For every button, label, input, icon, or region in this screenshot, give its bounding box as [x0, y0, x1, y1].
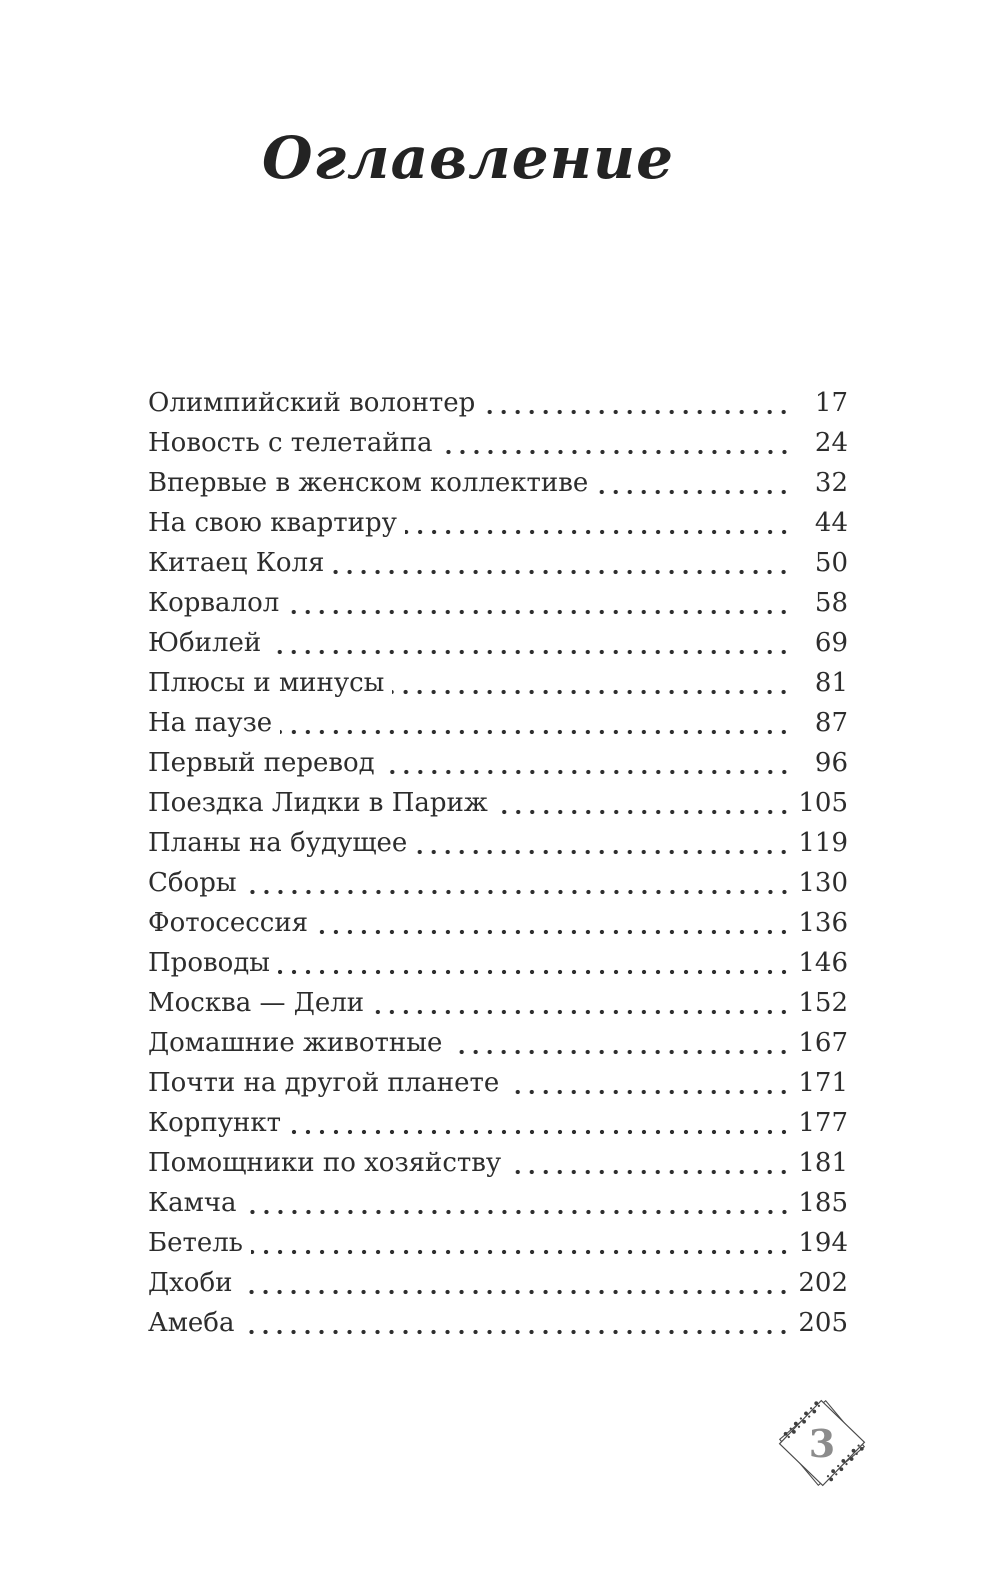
toc-entry-label: Поездка Лидки в Париж: [148, 788, 488, 818]
toc-entry-label: Дхоби: [148, 1268, 233, 1298]
toc-entry-page: 17: [814, 388, 848, 418]
toc-entry-page: 58: [814, 588, 848, 618]
toc-entry-page: 202: [798, 1268, 848, 1298]
toc-entry-page: 177: [798, 1108, 848, 1138]
toc-entry: [148, 1303, 848, 1343]
toc-entry: [148, 703, 848, 743]
toc-entry: [148, 783, 848, 823]
toc-entry-label: Почти на другой планете: [148, 1068, 500, 1098]
toc-entry: [148, 663, 848, 703]
toc-entry-page: 32: [814, 468, 848, 498]
toc-entry: [148, 1263, 848, 1303]
page-title: Оглавление: [262, 124, 674, 192]
toc-entry-label: На свою квартиру: [148, 508, 397, 538]
toc-entry: [148, 503, 848, 543]
toc-entry: [148, 1143, 848, 1183]
toc-leader-dots: [287, 583, 794, 623]
toc-entry: [148, 823, 848, 863]
toc-entry-label: Юбилей: [148, 628, 262, 658]
toc-entry-page: 146: [798, 948, 848, 978]
toc-entry: [148, 743, 848, 783]
toc-entry-page: 24: [814, 428, 848, 458]
toc-entry-page: 81: [814, 668, 848, 698]
toc-entry-page: 96: [814, 748, 848, 778]
toc-entry-label: Камча: [148, 1188, 237, 1218]
toc-entry: [148, 583, 848, 623]
toc-entry-page: 130: [798, 868, 848, 898]
toc-entry: [148, 1063, 848, 1103]
toc-leader-dots: [383, 743, 794, 783]
toc-leader-dots: [332, 543, 794, 583]
toc-leader-dots: [316, 903, 794, 943]
toc-leader-dots: [240, 1263, 794, 1303]
toc-entry-label: Домашние животные: [148, 1028, 443, 1058]
toc-entry: [148, 423, 848, 463]
toc-entry-page: 87: [814, 708, 848, 738]
toc-entry-label: Амеба: [148, 1308, 235, 1338]
folio-ornament: [772, 1393, 872, 1493]
toc-entry: [148, 943, 848, 983]
toc-leader-dots: [392, 663, 794, 703]
toc-entry-label: Впервые в женском коллективе: [148, 468, 589, 498]
toc-leader-dots: [415, 823, 794, 863]
toc-leader-dots: [280, 703, 794, 743]
toc-list: [148, 383, 848, 1343]
toc-entry: [148, 863, 848, 903]
toc-entry-page: 136: [798, 908, 848, 938]
toc-entry: [148, 543, 848, 583]
toc-leader-dots: [509, 1143, 794, 1183]
toc-entry-label: Новость с телетайпа: [148, 428, 433, 458]
toc-entry-label: Фотосессия: [148, 908, 309, 938]
toc-entry: [148, 1023, 848, 1063]
toc-leader-dots: [450, 1023, 794, 1063]
toc-entry-page: 105: [798, 788, 848, 818]
toc-entry: [148, 1103, 848, 1143]
toc-leader-dots: [496, 783, 794, 823]
toc-entry-label: Планы на будущее: [148, 828, 408, 858]
toc-entry-page: 185: [798, 1188, 848, 1218]
toc-leader-dots: [278, 943, 794, 983]
toc-entry-label: Первый перевод: [148, 748, 375, 778]
toc-entry-label: Москва — Дели: [148, 988, 365, 1018]
toc-leader-dots: [441, 423, 794, 463]
toc-entry-label: Сборы: [148, 868, 237, 898]
toc-entry: [148, 463, 848, 503]
toc-leader-dots: [245, 863, 794, 903]
toc-entry-label: Корпункт: [148, 1108, 282, 1138]
toc-entry: [148, 623, 848, 663]
toc-leader-dots: [289, 1103, 794, 1143]
toc-entry: [148, 383, 848, 423]
toc-entry-page: 194: [798, 1228, 848, 1258]
toc-entry-label: Помощники по хозяйству: [148, 1148, 502, 1178]
toc-leader-dots: [372, 983, 794, 1023]
page-number: 3: [808, 1420, 836, 1466]
toc-entry-label: Плюсы и минусы: [148, 668, 385, 698]
toc-entry-page: 50: [814, 548, 848, 578]
toc-leader-dots: [245, 1183, 794, 1223]
toc-entry-page: 69: [814, 628, 848, 658]
toc-entry-page: 119: [798, 828, 848, 858]
toc-leader-dots: [242, 1303, 794, 1343]
toc-entry-label: На паузе: [148, 708, 273, 738]
toc-entry: [148, 1183, 848, 1223]
toc-entry-page: 167: [798, 1028, 848, 1058]
toc-entry-page: 181: [798, 1148, 848, 1178]
toc-entry-label: Проводы: [148, 948, 270, 978]
toc-leader-dots: [251, 1223, 794, 1263]
toc-leader-dots: [405, 503, 794, 543]
toc-entry: [148, 983, 848, 1023]
toc-entry-page: 205: [798, 1308, 848, 1338]
toc-entry-label: Олимпийский волонтер: [148, 388, 476, 418]
toc-leader-dots: [507, 1063, 794, 1103]
toc-entry-page: 171: [798, 1068, 848, 1098]
toc-entry-label: Корвалол: [148, 588, 280, 618]
toc-entry-label: Бетель: [148, 1228, 243, 1258]
toc-entry-label: Китаец Коля: [148, 548, 325, 578]
toc-entry-page: 44: [814, 508, 848, 538]
toc-leader-dots: [269, 623, 794, 663]
toc-leader-dots: [483, 383, 794, 423]
toc-entry-page: 152: [798, 988, 848, 1018]
toc-entry: [148, 1223, 848, 1263]
toc-entry: [148, 903, 848, 943]
toc-leader-dots: [596, 463, 794, 503]
